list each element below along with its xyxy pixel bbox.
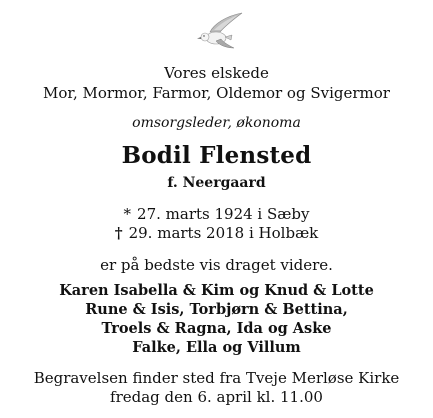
birth-symbol: * — [123, 205, 132, 223]
funeral-line-1: Begravelsen finder sted fra Tveje Merløse Kirke — [33, 369, 400, 387]
maiden-name: f. Neergaard — [167, 175, 266, 191]
survivors-line: Troels & Ragna, Ida og Aske — [101, 320, 332, 337]
birth-line — [0, 207, 433, 222]
occupation: omsorgsleder, økonoma — [132, 115, 301, 131]
cross-icon: † — [114, 224, 123, 242]
death-date-place: 29. marts 2018 i Holbæk — [128, 224, 319, 242]
intro-line-2: Mor, Mormor, Farmor, Oldemor og Svigermor — [43, 84, 390, 102]
deceased-name: Bodil Flensted — [121, 142, 312, 169]
survivors-line: Rune & Isis, Torbjørn & Bettina, — [85, 301, 348, 318]
seagull-icon — [190, 10, 246, 52]
survivors-line: Falke, Ella og Villum — [132, 339, 301, 356]
birth-date-place: 27. marts 1924 i Sæby — [137, 205, 310, 223]
death-line — [0, 226, 433, 241]
survivors-line: Karen Isabella & Kim og Knud & Lotte — [59, 282, 374, 299]
passing-statement: er på bedste vis draget videre. — [100, 256, 333, 274]
intro-line-1: Vores elskede — [164, 64, 269, 82]
funeral-line-2: fredag den 6. april kl. 11.00 — [110, 388, 323, 406]
